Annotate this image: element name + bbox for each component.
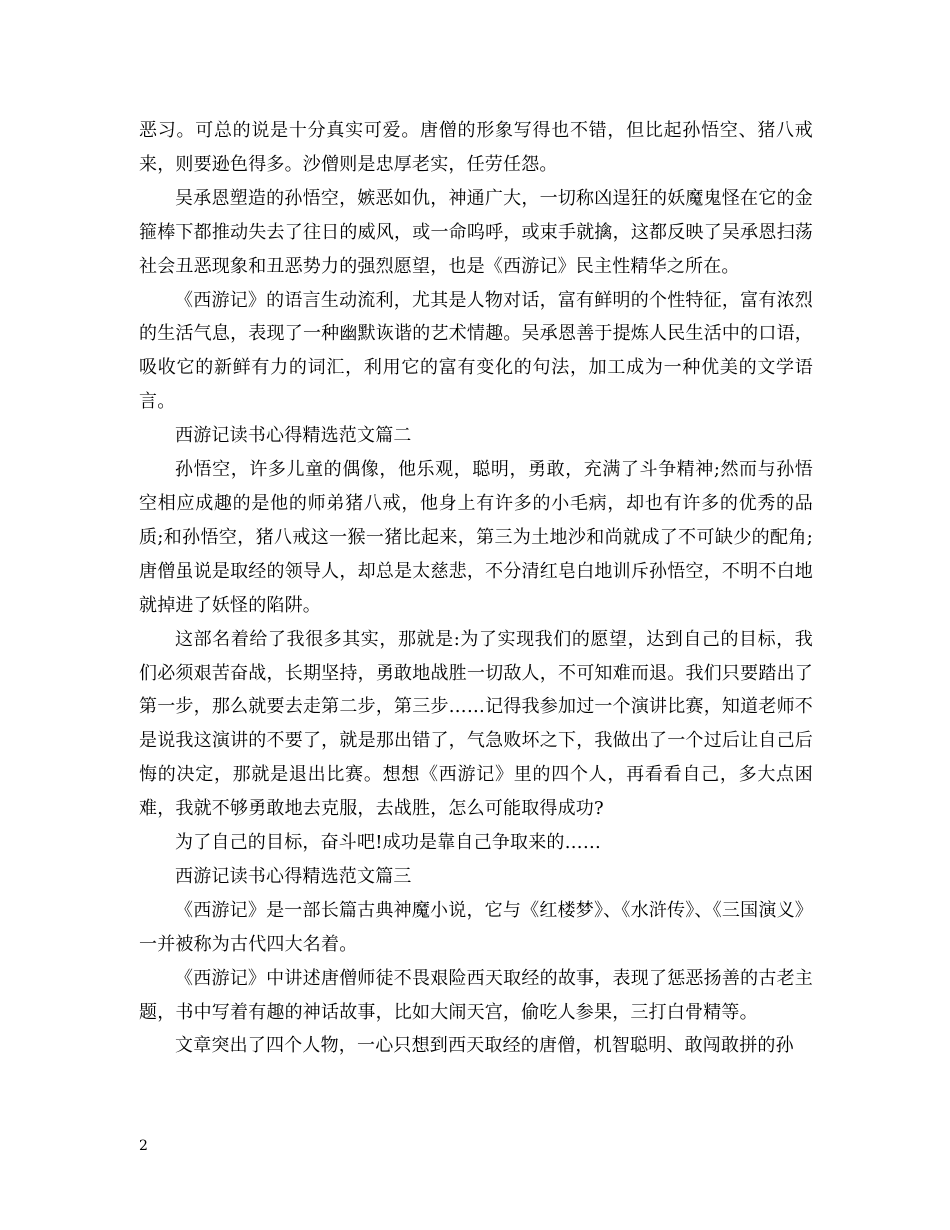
section-heading: 西游记读书心得精选范文篇二 bbox=[175, 425, 412, 447]
section-heading: 西游记读书心得精选范文篇三 bbox=[175, 865, 412, 887]
document-body bbox=[139, 114, 813, 1063]
paragraph: 这部名着给了我很多其实，那就是:为了实现我们的愿望，达到自己的目标，我们必须艰苦奋战，长期坚持，勇敢地战胜一切敌人，不可知难而退。我们只要踏出了第一步，那么就要去走第二步，第三步……记得我参加过一个演讲比赛，知道老师不是说我这演讲的不要了，就是那出错了，气急败坏之下，我做出了一个过后让自己后悔的决定，那就是退出比赛。想想《西游记》里的四个人，再看看自己，多大点困难，我就不够勇敢地去克服，去战胜，怎么可能取得成功? bbox=[139, 628, 813, 820]
paragraph: 吴承恩塑造的孙悟空，嫉恶如仇，神通广大，一切称凶逞狂的妖魔鬼怪在它的金箍棒下都推动失去了往日的威风，或一命呜呼，或束手就擒，这都反映了吴承恩扫荡社会丑恶现象和丑恶势力的强烈愿望，也是《西游记》民主性精华之所在。 bbox=[139, 187, 813, 277]
paragraph: 《西游记》是一部长篇古典神魔小说，它与《红楼梦》、《水浒传》、《三国演义》一并被称为古代四大名着。 bbox=[139, 899, 813, 955]
paragraph: 文章突出了四个人物，一心只想到西天取经的唐僧，机智聪明、敢闯敢拼的孙 bbox=[175, 1035, 794, 1057]
paragraph: 《西游记》的语言生动流利，尤其是人物对话，富有鲜明的个性特征，富有浓烈的生活气息，表现了一种幽默诙谐的艺术情趣。吴承恩善于提炼人民生活中的口语，吸收它的新鲜有力的词汇，利用它的富有变化的句法，加工成为一种优美的文学语言。 bbox=[139, 289, 813, 413]
page-number: 2 bbox=[139, 1138, 148, 1154]
paragraph: 《西游记》中讲述唐僧师徒不畏艰险西天取经的故事，表现了惩恶扬善的古老主题，书中写着有趣的神话故事，比如大闹天宫，偷吃人参果，三打白骨精等。 bbox=[139, 967, 813, 1023]
paragraph: 孙悟空，许多儿童的偶像，他乐观，聪明，勇敢，充满了斗争精神;然而与孙悟空相应成趣的是他的师弟猪八戒，他身上有许多的小毛病，却也有许多的优秀的品质;和孙悟空，猪八戒这一猴一猪比起来，第三为土地沙和尚就成了不可缺少的配角;唐僧虽说是取经的领导人，却总是太慈悲，不分清红皂白地训斥孙悟空，不明不白地就掉进了妖怪的陷阱。 bbox=[139, 459, 813, 616]
paragraph: 为了自己的目标，奋斗吧!成功是靠自己争取来的…… bbox=[175, 832, 602, 854]
paragraph-continuation: 恶习。可总的说是十分真实可爱。唐僧的形象写得也不错，但比起孙悟空、猪八戒来，则要逊色得多。沙僧则是忠厚老实，任劳任怨。 bbox=[139, 120, 813, 175]
